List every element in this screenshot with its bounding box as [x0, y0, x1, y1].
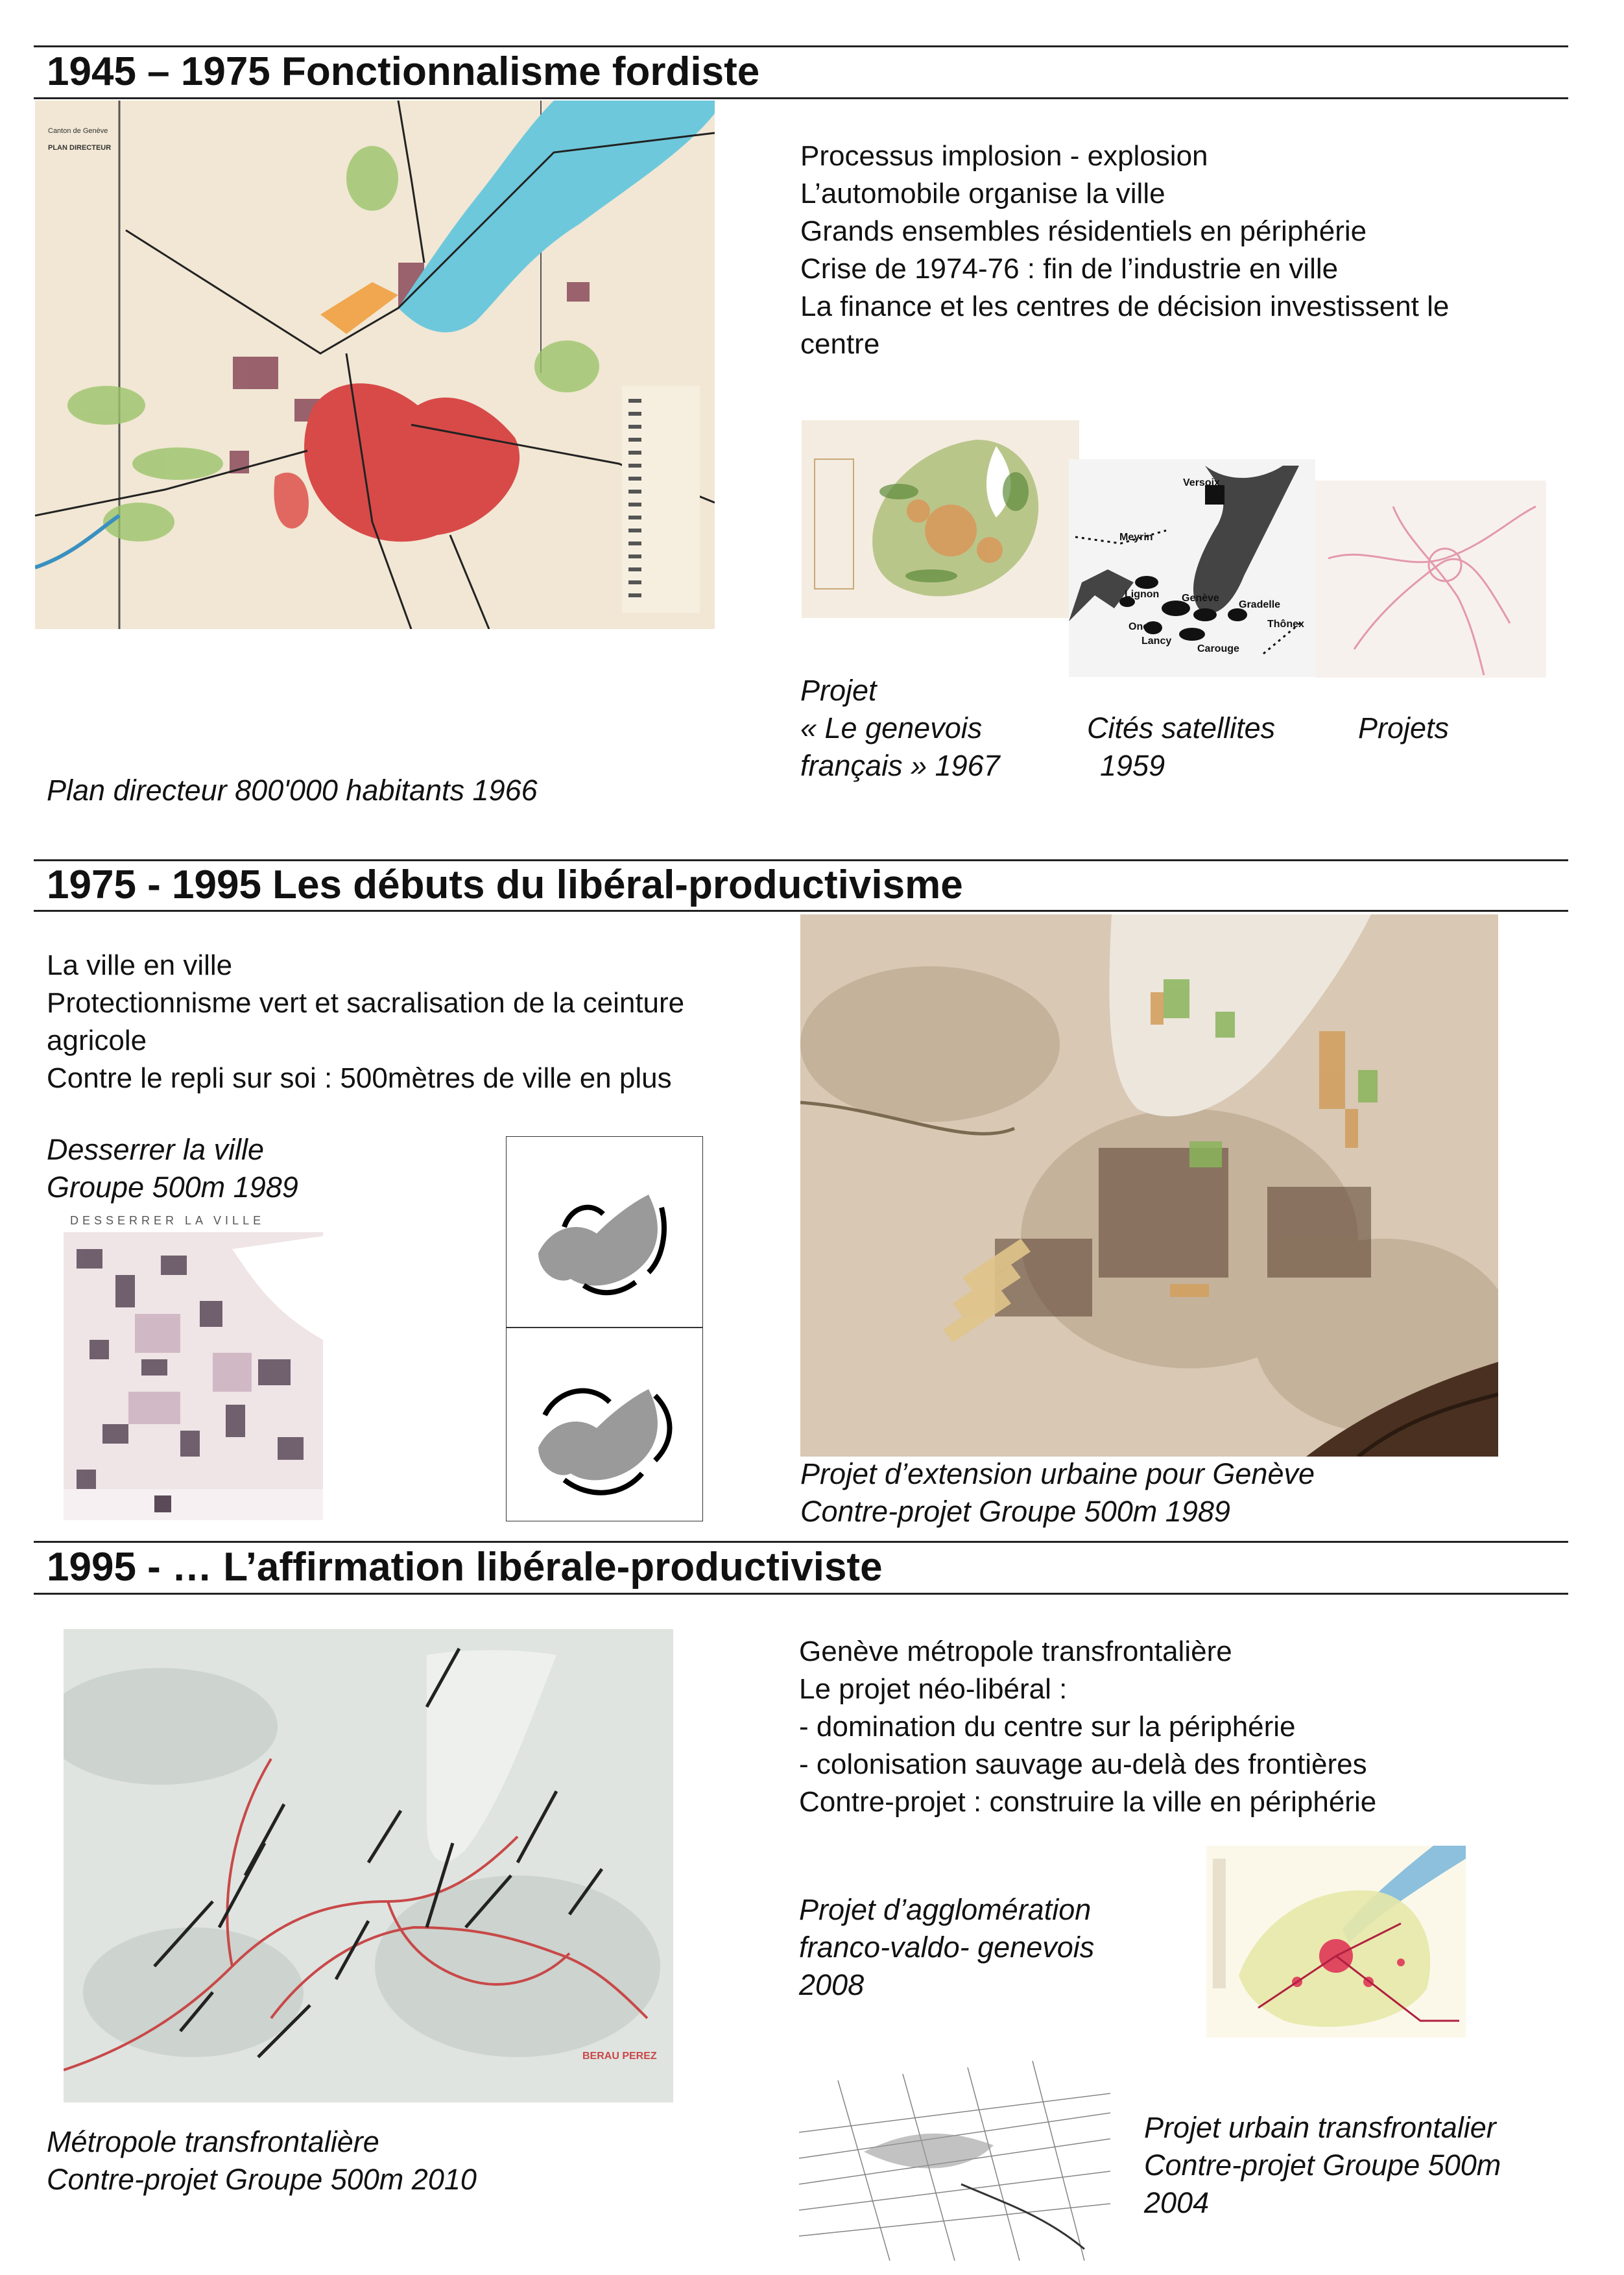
section-2-heading: 1975 - 1995 Les débuts du libéral-productivisme — [47, 863, 963, 907]
section-2-text — [47, 947, 684, 1097]
cites-satellites-map — [1069, 459, 1315, 677]
text-line: La ville en ville — [47, 949, 233, 981]
desserrer-map-title: DESSERRER LA VILLE — [70, 1214, 265, 1227]
agglomeration-caption — [799, 1891, 1094, 2004]
text-line: - domination du centre sur la périphérie — [799, 1711, 1296, 1743]
text-line: Contre-projet : construire la ville en périphérie — [799, 1786, 1377, 1818]
section-1-text — [800, 137, 1449, 363]
desserrer-la-ville-map — [64, 1210, 323, 1520]
text-line: Protectionnisme vert et sacralisation de la ceinture — [47, 987, 685, 1019]
extension-urbaine-map — [800, 914, 1498, 1457]
caption-line: franco-valdo- genevois — [799, 1931, 1095, 1964]
section-1-top-rule — [34, 45, 1568, 47]
plan-directeur-map — [35, 101, 715, 629]
section-3-top-rule — [34, 1541, 1568, 1543]
caption-line: 1959 — [1100, 749, 1165, 782]
satellite-label-lignon: Lignon — [1125, 589, 1160, 600]
section-3-bottom-rule — [34, 1593, 1568, 1595]
text-line: Processus implosion - explosion — [800, 140, 1208, 172]
text-line: L’automobile organise la ville — [800, 178, 1165, 209]
caption-line: Contre-projet Groupe 500m — [1144, 2149, 1501, 2182]
projet-urbain-sketch — [799, 2055, 1110, 2261]
section-3-heading: 1995 - … L’affirmation libérale-productiviste — [47, 1545, 883, 1590]
caption-line: Projet — [800, 674, 877, 707]
caption-line: Projet d’extension urbaine pour Genève — [800, 1457, 1315, 1490]
satellite-label-meyrin: Meyrin — [1119, 532, 1153, 543]
projets-caption: Projets — [1358, 711, 1450, 744]
cites-satellites-caption — [1087, 709, 1275, 785]
projets-map — [1315, 481, 1546, 678]
caption-line: Desserrer la ville — [47, 1133, 265, 1166]
metropole-caption — [47, 2123, 477, 2198]
text-line: Grands ensembles résidentiels en périphérie — [800, 215, 1367, 247]
metro-map-stamp: BERAU PEREZ — [582, 2051, 657, 2062]
section-2-bottom-rule — [34, 910, 1568, 912]
caption-line: Projet d’agglomération — [799, 1893, 1092, 1926]
plan-map-label-title: PLAN DIRECTEUR — [48, 144, 112, 152]
caption-line: Cités satellites — [1087, 711, 1276, 744]
expansion-scheme-diagrams — [506, 1136, 703, 1521]
caption-line: Contre-projet Groupe 500m 2010 — [47, 2163, 477, 2196]
section-1-heading: 1945 – 1975 Fonctionnalisme fordiste — [47, 49, 760, 94]
caption-line: 2004 — [1144, 2186, 1210, 2219]
caption-line: français » 1967 — [800, 749, 1000, 782]
agglomeration-map — [1206, 1846, 1466, 2038]
genevois-francais-caption — [800, 672, 1000, 785]
text-line: Contre le repli sur soi : 500mètres de ville en plus — [47, 1062, 672, 1094]
genevois-francais-map — [802, 420, 1079, 618]
text-line: agricole — [47, 1025, 147, 1056]
satellite-label-gradelle: Gradelle — [1239, 599, 1281, 610]
text-line: La finance et les centres de décision investissent le — [800, 291, 1450, 322]
caption-line: Projet urbain transfrontalier — [1144, 2111, 1496, 2144]
caption-line: Groupe 500m 1989 — [47, 1171, 298, 1204]
caption-line: Métropole transfrontalière — [47, 2125, 379, 2158]
satellite-label-geneve: Genève — [1182, 593, 1219, 604]
projet-urbain-caption — [1144, 2109, 1501, 2222]
plan-map-label-canton: Canton de Genève — [48, 127, 108, 135]
caption-line: 2008 — [799, 1968, 865, 2001]
text-line: Genève métropole transfrontalière — [799, 1636, 1232, 1667]
satellite-label-carouge: Carouge — [1197, 643, 1239, 654]
section-1-bottom-rule — [34, 97, 1568, 99]
text-line: Crise de 1974-76 : fin de l’industrie en ville — [800, 253, 1339, 285]
text-line: Le projet néo-libéral : — [799, 1673, 1068, 1705]
text-line: centre — [800, 328, 880, 360]
caption-line: Contre-projet Groupe 500m 1989 — [800, 1495, 1230, 1528]
section-2-top-rule — [34, 859, 1568, 861]
satellite-label-thonex: Thônex — [1267, 619, 1304, 630]
satellite-label-onex: Onex — [1128, 621, 1155, 632]
extension-urbaine-caption — [800, 1455, 1315, 1531]
plan-directeur-caption: Plan directeur 800'000 habitants 1966 — [47, 774, 538, 807]
metropole-transfrontaliere-map — [64, 1629, 673, 2102]
satellite-label-lancy: Lancy — [1141, 636, 1172, 647]
satellite-label-versoix: Versoix — [1183, 477, 1220, 488]
text-line: - colonisation sauvage au-delà des frontières — [799, 1748, 1367, 1780]
desserrer-caption — [47, 1131, 298, 1206]
section-3-text — [799, 1633, 1376, 1821]
caption-line: « Le genevois — [800, 711, 983, 744]
